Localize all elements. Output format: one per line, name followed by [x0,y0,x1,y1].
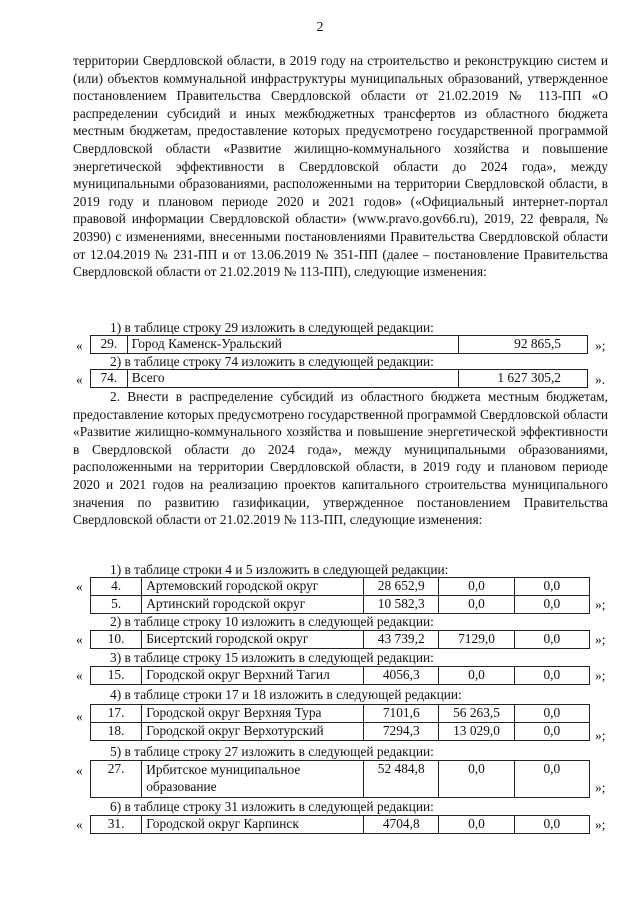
row-value-1: 4704,8 [364,816,439,834]
table-row [91,816,590,834]
table-row [91,705,590,723]
row-name [142,761,364,798]
row-number: 15. [91,667,142,685]
table-row-31 [90,815,590,834]
row-number: 74. [91,370,128,388]
table-row [91,631,590,649]
row-name: Всего [127,370,458,388]
row-value-2: 0,0 [439,667,514,685]
row-value-1: 43 739,2 [364,631,439,649]
close-semicolon: »; [595,817,606,832]
table-row [91,336,588,354]
row-value-2: 13 029,0 [439,723,514,741]
row-name: Артинский городской округ [142,596,364,614]
row-name-line-1: Ирбитское муниципальное [146,762,301,777]
row-value-2: 0,0 [439,816,514,834]
table-row-29 [90,335,588,354]
row-value-3: 0,0 [514,816,589,834]
row-value-3: 0,0 [514,723,589,741]
row-value-3: 0,0 [514,667,589,685]
close-semicolon: »; [595,780,606,795]
close-semicolon: »; [595,597,606,612]
row-name: Городской округ Верхний Тагил [142,667,364,685]
row-value-1: 7101,6 [364,705,439,723]
row-number: 29. [91,336,128,354]
row-number: 5. [91,596,142,614]
section2-item1-text: 1) в таблице строки 4 и 5 изложить в следующей редакции: [110,562,449,577]
row-value: 92 865,5 [458,336,587,354]
section2-item3-text: 3) в таблице строку 15 изложить в следующей редакции: [110,650,434,665]
row-value-2: 0,0 [439,578,514,596]
row-value-1: 4056,3 [364,667,439,685]
row-number: 27. [91,761,142,798]
row-name: Городской округ Верхняя Тура [142,705,364,723]
section2-item6-text: 6) в таблице строку 31 изложить в следующей редакции: [110,799,434,814]
table-rows-17-18 [90,704,590,741]
open-quote: « [76,668,83,683]
table-row [91,596,590,614]
section2-item2-text: 2) в таблице строку 10 изложить в следующей редакции: [110,614,434,629]
intro-paragraph: территории Свердловской области, в 2019 году на строительство и реконструкцию систем и (или) объектов коммунальной инфраструктуры муниципальных образований, утвержденное постановлением Правительства Свердловской области от 21.02.2019 № 113-ПП «О распределении субсидий и иных межбюджетных трансфертов из областного бюджета местным бюджетам, предоставление которых предусмотрено государственной программой Свердловской области «Развитие жилищно-коммунального хозяйства и повышение энергетической эффективности в Свердловской области до 2024 года», между муниципальными образованиями, расположенными на территории Свердловской области, в 2019 году и плановом периоде 2020 и 2021 годов» («Официальный интернет-портал правовой информации Свердловской области» (www.pravo.gov66.ru), 2019, 22 февраля, № 20390) с изменениями, внесенными постановлениями Правительства Свердловской области от 12.04.2019 № 231-ПП и от 13.06.2019 № 351-ПП (далее – постановление Правительства Свердловской области от 21.02.2019 № 113-ПП), следующие изменения: [73,53,608,280]
open-quote: « [76,817,83,832]
paragraph-2: 2. Внести в распределение субсидий из областного бюджета местным бюджетам, предоставление которых предусмотрено государственной программой Свердловской области «Развитие жилищно-коммунального хозяйства и повышение энергетической эффективности в Свердловской области до 2024 года», между муниципальными образованиями, расположенными на территории Свердловской области, в 2019 году и плановом периоде 2020 и 2021 годов на реализацию проектов капитального строительства муниципального значения по развитию газификации, утвержденное постановлением Правительства Свердловской области от 21.02.2019 № 113-ПП, следующие изменения: [73,389,608,528]
row-name: Городской округ Карпинск [142,816,364,834]
row-value-3: 0,0 [514,631,589,649]
table-row-74 [90,369,588,388]
row-number: 4. [91,578,142,596]
table-row [91,723,590,741]
section2-item5-text: 5) в таблице строку 27 изложить в следующей редакции: [110,744,434,759]
open-quote: « [76,372,83,387]
section1-item1-text: 1) в таблице строку 29 изложить в следующей редакции: [110,320,434,335]
close-semicolon: »; [595,668,606,683]
open-quote: « [76,579,83,594]
row-value-2: 0,0 [439,761,514,798]
row-value-3: 0,0 [514,761,589,798]
row-value-3: 0,0 [514,705,589,723]
table-row-15 [90,666,590,685]
row-value-1: 10 582,3 [364,596,439,614]
row-number: 17. [91,705,142,723]
row-value-1: 7294,3 [364,723,439,741]
row-value-1: 28 652,9 [364,578,439,596]
row-name: Город Каменск-Уральский [127,336,458,354]
row-name: Городской округ Верхотурский [142,723,364,741]
table-rows-4-5 [90,577,590,614]
row-value-1: 52 484,8 [364,761,439,798]
open-quote: « [76,338,83,353]
page-number: 2 [316,20,324,35]
open-quote: « [76,709,83,724]
row-number: 10. [91,631,142,649]
close-semicolon: »; [595,632,606,647]
row-value-2: 7129,0 [439,631,514,649]
row-value-2: 56 263,5 [439,705,514,723]
table-row [91,578,590,596]
row-number: 31. [91,816,142,834]
close-semicolon: »; [595,338,606,353]
row-value-3: 0,0 [514,596,589,614]
table-row [91,370,588,388]
row-name: Артемовский городской округ [142,578,364,596]
row-value-3: 0,0 [514,578,589,596]
close-semicolon: »; [595,728,606,743]
row-value: 1 627 305,2 [458,370,587,388]
section1-item2-text: 2) в таблице строку 74 изложить в следующей редакции: [110,354,434,369]
row-value-2: 0,0 [439,596,514,614]
table-row-10 [90,630,590,649]
row-name-line-2: образование [146,779,217,794]
open-quote: « [76,632,83,647]
row-name: Бисертский городской округ [142,631,364,649]
open-quote: « [76,763,83,778]
close-period: ». [595,372,606,387]
table-row [91,761,590,798]
section2-item4-text: 4) в таблице строки 17 и 18 изложить в следующей редакции: [110,687,462,702]
table-row-27 [90,760,590,798]
row-number: 18. [91,723,142,741]
table-row [91,667,590,685]
